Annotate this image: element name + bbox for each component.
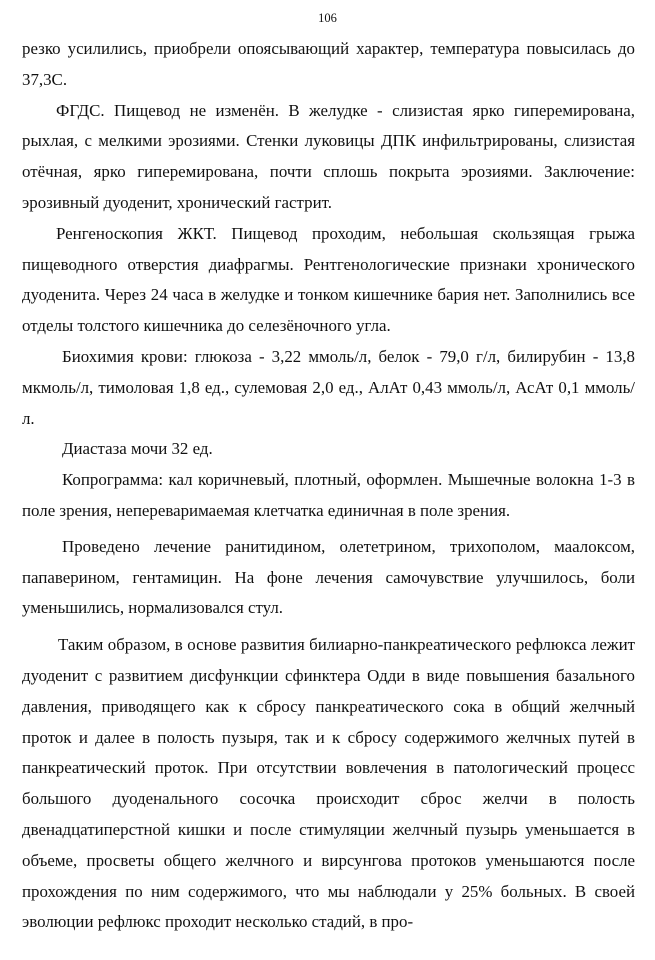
- paragraph-xray: Ренгеноскопия ЖКТ. Пищевод проходим, небольшая скользящая грыжа пищеводного отверстия диафрагмы. Рентгенологические признаки хронического дуоденита. Через 24 часа в желудке и тонком кишечнике бария нет. Заполнились все отделы толстого кишечника до селезёночного угла.: [22, 223, 635, 336]
- paragraph-urine-diastase: Диастаза мочи 32 ед.: [62, 439, 213, 459]
- paragraph-fgds: ФГДС. Пищевод не изменён. В желудке - слизистая ярко гиперемирована, рыхлая, с мелкими эрозиями. Стенки луковицы ДПК инфильтрированы, слизистая отёчная, ярко гиперемирована, почти сплошь покрыта эрозиями. Заключение: эрозивный дуоденит, хронический гастрит.: [22, 100, 635, 212]
- paragraph-conclusion: Таким образом, в основе развития билиарно-панкреатического рефлюкса лежит дуоденит с развитием дисфункции сфинктера Одди в виде повышения базального давления, приводящего как к сбросу панкреатического сока в общий желчный проток и далее в полость пузыря, так и к сбросу содержимого желчных путей в панкреатический проток. При отсутствии вовлечения в патологический процесс большого дуоденального сосочка происходит сброс желчи в полость двенадцатиперстной кишки и после стимуляции желчный пузырь уменьшается в объеме, просветы общего желчного и вирсунгова протоков уменьшаются после прохождения по ним содержимого, что мы наблюдали у 25% больных. В своей эволюции рефлюкс проходит несколько стадий, в про-: [22, 635, 635, 932]
- paragraph-blood-biochemistry: Биохимия крови: глюкоза - 3,22 ммоль/л, белок - 79,0 г/л, билирубин - 13,8 мкмоль/л, тимоловая 1,8 ед., сулемовая 2,0 ед., АлАт 0,43 ммоль/л, АсАт 0,1 ммоль/л.: [22, 346, 635, 428]
- paragraph-complaints-continued: резко усилились, приобрели опоясывающий характер, температура повысилась до 37,3С.: [22, 39, 635, 89]
- body-text: [22, 34, 635, 938]
- paragraph-treatment: Проведено лечение ранитидином, олететрином, трихополом, маалоксом, папаверином, гентамицин. На фоне лечения самочувствие улучшилось, боли уменьшились, нормализовался стул.: [22, 536, 635, 618]
- page-number: 106: [318, 11, 337, 25]
- paragraph-coprogram: Копрограмма: кал коричневый, плотный, оформлен. Мышечные волокна 1-3 в поле зрения, непереваримаемая клетчатка единичная в поле зрения.: [22, 470, 635, 520]
